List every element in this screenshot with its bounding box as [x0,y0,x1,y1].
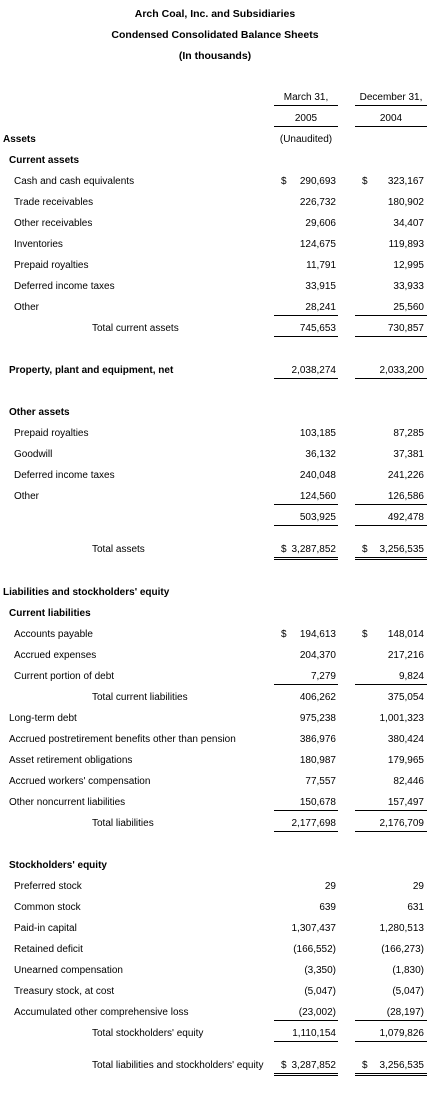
col2-header-year: 2004 [379,113,403,124]
col2-header-rule [355,105,427,106]
value-dec-2004: 631 [407,902,424,913]
line-item-label: Asset retirement obligations [9,755,133,766]
value-mar-2005: 29 [324,881,336,892]
value-mar-2005: 2,177,698 [291,818,336,829]
col1-header-year: 2005 [294,113,318,124]
line-item-label: Other [14,302,40,313]
value-dec-2004: 82,446 [393,776,424,787]
total-rule [355,378,427,379]
line-item-label: Accumulated other comprehensive loss [14,1007,189,1018]
subtotal-rule [355,504,427,505]
value-dec-2004: 2,176,709 [379,818,424,829]
col2-header-date: December 31, [359,92,423,103]
value-mar-2005: 2,038,274 [291,365,336,376]
subtotal-rule [274,315,338,316]
double-rule [274,1073,338,1074]
equity-heading: Stockholders' equity [9,860,107,871]
total-rule [274,525,338,526]
total-rule [355,336,427,337]
value-mar-2005: 386,976 [299,734,336,745]
value-mar-2005: 36,132 [305,449,336,460]
line-item-label: Treasury stock, at cost [14,986,115,997]
value-dec-2004: 148,014 [387,629,424,640]
total-rule [274,378,338,379]
value-dec-2004: (1,830) [392,965,424,976]
total-label: Total current liabilities [92,692,188,703]
assets-heading: Assets [3,134,36,145]
company-name: Arch Coal, Inc. and Subsidiaries [134,8,296,20]
total-rule [274,1041,338,1042]
line-item-label: Accrued workers' compensation [9,776,151,787]
value-dec-2004: 217,216 [387,650,424,661]
value-mar-2005: 103,185 [299,428,336,439]
currency-symbol: $ [362,1060,368,1071]
value-dec-2004: 1,001,323 [379,713,424,724]
statement-title: Condensed Consolidated Balance Sheets [111,29,319,41]
value-mar-2005: 124,560 [299,491,336,502]
value-dec-2004: 179,965 [387,755,424,766]
value-mar-2005: 28,241 [305,302,336,313]
line-item-label: Prepaid royalties [14,260,89,271]
col2-year-rule [355,126,427,127]
line-item-label: Long-term debt [9,713,77,724]
line-item-label: Unearned compensation [14,965,123,976]
value-mar-2005: 975,238 [299,713,336,724]
units-note: (In thousands) [178,50,252,62]
subtotal-rule [355,684,427,685]
total-liabilities-label: Total liabilities [92,818,154,829]
value-mar-2005: 150,678 [299,797,336,808]
value-dec-2004: 157,497 [387,797,424,808]
value-mar-2005: 745,653 [299,323,336,334]
line-item-label: Inventories [14,239,63,250]
liabilities-heading: Liabilities and stockholders' equity [3,587,170,598]
subtotal-rule [355,1020,427,1021]
double-rule [355,559,427,560]
unaudited-note: (Unaudited) [279,134,333,145]
subtotal-rule [274,504,338,505]
subtotal-rule [355,810,427,811]
value-mar-2005: 1,307,437 [291,923,336,934]
double-rule [355,1073,427,1074]
value-mar-2005: 3,287,852 [291,544,336,555]
line-item-label: Prepaid royalties [14,428,89,439]
value-dec-2004: 1,280,513 [379,923,424,934]
value-dec-2004: 375,054 [387,692,424,703]
value-dec-2004: 241,226 [387,470,424,481]
total-rule [355,525,427,526]
double-rule [274,557,338,558]
line-item-label: Deferred income taxes [14,281,115,292]
currency-symbol: $ [362,629,368,640]
line-item-label: Current portion of debt [14,671,115,682]
total-rule [355,831,427,832]
other-assets-heading: Other assets [9,407,70,418]
line-item-label: Paid-in capital [14,923,77,934]
value-dec-2004: (166,273) [381,944,424,955]
col1-header-date: March 31, [283,92,329,103]
double-rule [274,1075,338,1076]
value-dec-2004: 730,857 [387,323,424,334]
current-liabilities-heading: Current liabilities [9,608,91,619]
col1-year-rule [274,126,338,127]
currency-symbol: $ [362,544,368,555]
value-dec-2004: 119,893 [388,239,424,250]
line-item-label: Retained deficit [14,944,83,955]
total-label: Total current assets [92,323,179,334]
value-dec-2004: 87,285 [393,428,424,439]
value-mar-2005: 1,110,154 [292,1028,336,1039]
value-mar-2005: 180,987 [299,755,336,766]
value-mar-2005: 33,915 [305,281,336,292]
subtotal-rule [355,315,427,316]
line-item-label: Cash and cash equivalents [14,176,135,187]
line-item-label: Common stock [14,902,81,913]
value-mar-2005: 77,557 [305,776,336,787]
value-mar-2005: 226,732 [299,197,336,208]
value-dec-2004: 25,560 [393,302,424,313]
line-item-label: Goodwill [14,449,53,460]
double-rule [355,1075,427,1076]
grand-total-label: Total liabilities and stockholders' equity [92,1060,264,1071]
total-assets-label: Total assets [92,544,145,555]
line-item-label: Trade receivables [14,197,94,208]
value-dec-2004: 380,424 [387,734,424,745]
value-dec-2004: 180,902 [387,197,424,208]
value-mar-2005: 11,791 [306,260,336,271]
value-mar-2005: 7,279 [310,671,336,682]
double-rule [274,559,338,560]
value-mar-2005: 406,262 [299,692,336,703]
value-dec-2004: 29 [412,881,424,892]
ppe-label: Property, plant and equipment, net [9,365,174,376]
total-rule [274,336,338,337]
value-mar-2005: (3,350) [304,965,336,976]
value-mar-2005: 290,693 [299,176,336,187]
value-dec-2004: 3,256,535 [379,1060,424,1071]
value-dec-2004: 12,995 [393,260,424,271]
currency-symbol: $ [281,544,287,555]
current-assets-heading: Current assets [9,155,80,166]
value-dec-2004: 1,079,826 [379,1028,424,1039]
subtotal-rule [274,810,338,811]
value-mar-2005: (23,002) [298,1007,336,1018]
value-mar-2005: 639 [319,902,336,913]
value-mar-2005: 194,613 [299,629,336,640]
value-dec-2004: 126,586 [387,491,424,502]
subtotal-rule [274,1020,338,1021]
value-mar-2005: 124,675 [299,239,336,250]
double-rule [355,557,427,558]
total-equity-label: Total stockholders' equity [92,1028,204,1039]
value-mar-2005: 240,048 [299,470,336,481]
currency-symbol: $ [362,176,368,187]
subtotal-rule [274,684,338,685]
value-mar-2005: 204,370 [299,650,336,661]
value-dec-2004: 37,381 [393,449,424,460]
currency-symbol: $ [281,1060,287,1071]
value-dec-2004: (28,197) [386,1007,424,1018]
value-dec-2004: 34,407 [393,218,424,229]
value-dec-2004: (5,047) [392,986,424,997]
line-item-label: Accrued postretirement benefits other than pension [9,734,236,745]
value-dec-2004: 9,824 [398,671,424,682]
value-mar-2005: (5,047) [304,986,336,997]
line-item-label: Preferred stock [14,881,82,892]
line-item-label: Other noncurrent liabilities [9,797,126,808]
value-dec-2004: 3,256,535 [379,544,424,555]
other-assets-subtotal-mar-2005: 503,925 [299,512,336,523]
value-dec-2004: 33,933 [393,281,424,292]
line-item-label: Other [14,491,40,502]
value-mar-2005: 29,606 [305,218,336,229]
col1-header-rule [274,105,338,106]
total-rule [274,831,338,832]
line-item-label: Accrued expenses [14,650,97,661]
value-dec-2004: 323,167 [387,176,424,187]
currency-symbol: $ [281,176,287,187]
other-assets-subtotal-dec-2004: 492,478 [387,512,424,523]
line-item-label: Other receivables [14,218,93,229]
currency-symbol: $ [281,629,287,640]
value-dec-2004: 2,033,200 [379,365,424,376]
line-item-label: Deferred income taxes [14,470,115,481]
value-mar-2005: (166,552) [293,944,336,955]
total-rule [355,1041,427,1042]
value-mar-2005: 3,287,852 [291,1060,336,1071]
line-item-label: Accounts payable [14,629,93,640]
